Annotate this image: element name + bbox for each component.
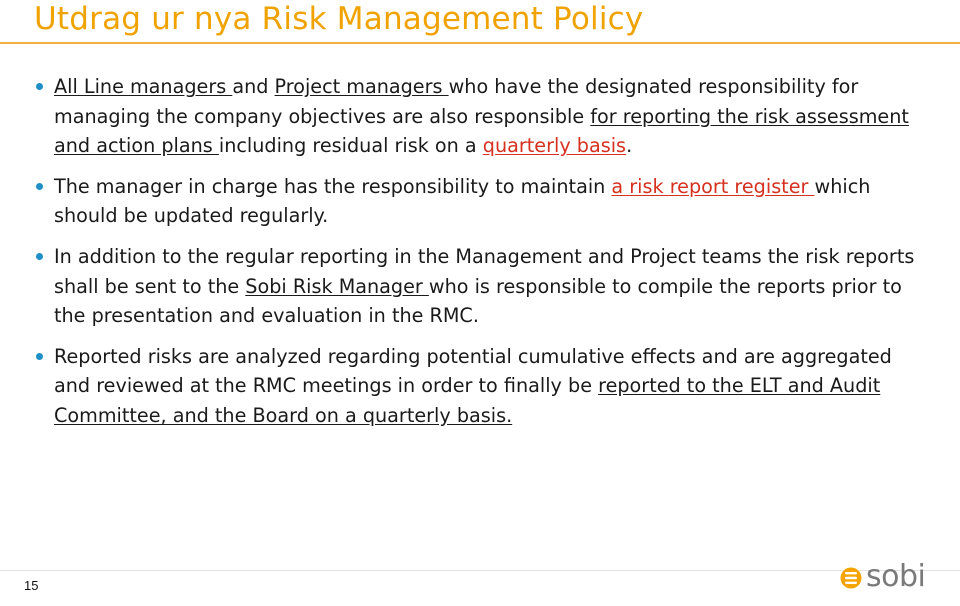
underlined-phrase: Sobi Risk Manager: [245, 274, 429, 298]
footer-divider: [0, 570, 960, 571]
underlined-phrase: reported to the ELT and Audit Committee, and the Board on a quarterly basis.: [54, 374, 881, 427]
bullet-item: [36, 172, 926, 231]
underlined-phrase: a risk report register: [611, 174, 815, 198]
bullet-item: [36, 72, 926, 161]
sobi-logo-mark-icon: [840, 567, 862, 589]
bullet-item: [36, 342, 926, 431]
title-divider: [0, 42, 960, 44]
bullet-text: who have the designated responsibility for managing the company objectives are also responsible: [54, 75, 859, 128]
bullet-text: The manager in charge has the responsibility to maintain: [54, 174, 612, 198]
bullet-item: [36, 242, 926, 331]
underlined-phrase: Project managers: [274, 75, 449, 98]
sobi-logo-text: sobi: [866, 559, 926, 594]
sobi-logo: [840, 561, 946, 595]
bullet-text: .: [626, 134, 633, 158]
page-number: 15: [24, 578, 39, 593]
bullet-dot-icon: [36, 183, 43, 190]
bullet-text: In addition to the regular reporting in the Management and Project teams the risk reports shall be sent to the: [54, 244, 915, 298]
bullet-dot-icon: [36, 253, 43, 260]
bullet-text: who is responsible to compile the reports prior to the presentation and evaluation in the RMC.: [54, 274, 902, 328]
bullet-dot-icon: [36, 353, 43, 360]
underlined-phrase: quarterly basis: [482, 134, 627, 158]
bullet-list: [36, 72, 926, 442]
bullet-text: including residual risk on a: [218, 134, 483, 158]
bullet-text: and: [232, 75, 275, 98]
bullet-dot-icon: [36, 83, 43, 90]
underlined-phrase: for reporting the risk assessment and action plans: [54, 104, 909, 158]
bullet-text: Reported risks are analyzed regarding potential cumulative effects and are aggregated and reviewed at the RMC meetings in order to finally be: [54, 344, 892, 398]
underlined-phrase: All Line managers: [54, 75, 233, 98]
slide-title: Utdrag ur nya Risk Management Policy: [34, 1, 644, 37]
bullet-text: which should be updated regularly.: [54, 174, 871, 228]
